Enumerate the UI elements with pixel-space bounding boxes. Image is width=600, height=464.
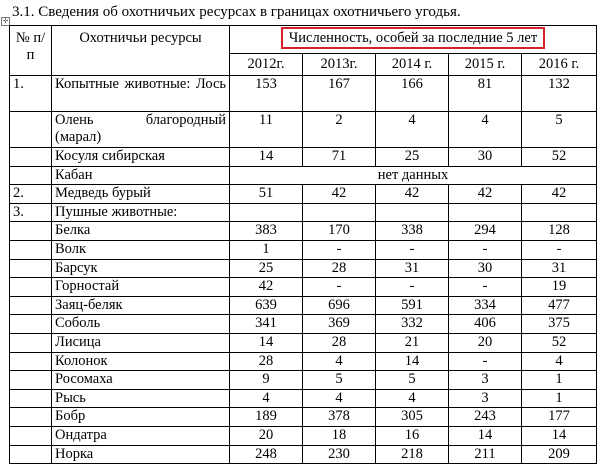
row-number — [10, 352, 52, 371]
population-value — [376, 203, 449, 222]
population-value: - — [522, 240, 597, 259]
population-value: 20 — [230, 426, 303, 445]
population-value: 128 — [522, 222, 597, 241]
population-value: 11 — [230, 112, 303, 148]
population-value: 369 — [303, 315, 376, 334]
row-number — [10, 278, 52, 297]
table-row — [10, 166, 597, 185]
population-value: 332 — [376, 315, 449, 334]
row-number: 1. — [10, 76, 52, 112]
table-row — [10, 408, 597, 427]
population-value: 132 — [522, 76, 597, 112]
population-value: 9 — [230, 371, 303, 390]
table-row — [10, 222, 597, 241]
population-value: 177 — [522, 408, 597, 427]
resource-name: Ондатра — [52, 426, 230, 445]
population-value: 4 — [230, 389, 303, 408]
population-value — [449, 203, 522, 222]
table-row — [10, 278, 597, 297]
resource-name: Бобр — [52, 408, 230, 427]
population-value: 25 — [376, 148, 449, 167]
table-row — [10, 371, 597, 390]
table-row — [10, 112, 597, 148]
population-value: 31 — [522, 259, 597, 278]
population-value: 30 — [449, 259, 522, 278]
row-number — [10, 148, 52, 167]
table-row — [10, 259, 597, 278]
population-value: 477 — [522, 296, 597, 315]
population-value: 305 — [376, 408, 449, 427]
population-value: 25 — [230, 259, 303, 278]
table-row — [10, 426, 597, 445]
population-value: 3 — [449, 371, 522, 390]
row-number — [10, 166, 52, 185]
population-value: 696 — [303, 296, 376, 315]
population-value: 30 — [449, 148, 522, 167]
population-value: 5 — [303, 371, 376, 390]
population-value — [230, 203, 303, 222]
header-year: 2016 г. — [522, 54, 597, 76]
population-value: 2 — [303, 112, 376, 148]
resource-name: Кабан — [52, 166, 230, 185]
row-number — [10, 426, 52, 445]
population-value: 4 — [303, 352, 376, 371]
population-value: 42 — [303, 185, 376, 204]
population-value: 4 — [522, 352, 597, 371]
population-value: 5 — [522, 112, 597, 148]
population-value: 52 — [522, 148, 597, 167]
resource-name: Белка — [52, 222, 230, 241]
population-value: 14 — [449, 426, 522, 445]
population-value: 42 — [522, 185, 597, 204]
population-value: - — [376, 278, 449, 297]
population-value: 81 — [449, 76, 522, 112]
population-value: 378 — [303, 408, 376, 427]
row-number: 2. — [10, 185, 52, 204]
header-year: 2013г. — [303, 54, 376, 76]
population-value: 14 — [376, 352, 449, 371]
resource-name: Лисица — [52, 333, 230, 352]
resource-name: Копытные животные: Лось — [52, 76, 230, 112]
population-value: - — [376, 240, 449, 259]
table-row — [10, 240, 597, 259]
header-population-group — [230, 26, 597, 54]
population-value: 209 — [522, 445, 597, 464]
population-value: 248 — [230, 445, 303, 464]
row-number — [10, 112, 52, 148]
population-value: 153 — [230, 76, 303, 112]
table-row — [10, 389, 597, 408]
population-value: 406 — [449, 315, 522, 334]
population-value: 211 — [449, 445, 522, 464]
population-value: 591 — [376, 296, 449, 315]
table-row — [10, 352, 597, 371]
population-value: 4 — [303, 389, 376, 408]
population-value: 18 — [303, 426, 376, 445]
row-number — [10, 296, 52, 315]
population-value: 3 — [449, 389, 522, 408]
population-value: 375 — [522, 315, 597, 334]
table-row — [10, 185, 597, 204]
population-value: 167 — [303, 76, 376, 112]
resource-name: Колонок — [52, 352, 230, 371]
row-number — [10, 389, 52, 408]
header-number: № п/п — [10, 26, 52, 76]
population-value: 16 — [376, 426, 449, 445]
population-value: 71 — [303, 148, 376, 167]
population-value: 189 — [230, 408, 303, 427]
population-value: 20 — [449, 333, 522, 352]
no-data-cell: нет данных — [230, 166, 597, 185]
population-value: 1 — [522, 389, 597, 408]
population-value: 1 — [522, 371, 597, 390]
resource-name: Пушные животные: — [52, 203, 230, 222]
population-value: 1 — [230, 240, 303, 259]
move-anchor-icon[interactable]: ✛ — [2, 17, 9, 25]
population-value: 14 — [230, 148, 303, 167]
resource-name: Соболь — [52, 315, 230, 334]
population-value: 4 — [449, 112, 522, 148]
header-year: 2015 г. — [449, 54, 522, 76]
table-caption: 3.1. Сведения об охотничьих ресурсах в границах охотничьего угодья. — [12, 4, 461, 20]
resource-name: Рысь — [52, 389, 230, 408]
population-value: 218 — [376, 445, 449, 464]
header-year: 2012г. — [230, 54, 303, 76]
population-value: 294 — [449, 222, 522, 241]
population-value: 42 — [376, 185, 449, 204]
population-value: 334 — [449, 296, 522, 315]
row-number — [10, 333, 52, 352]
population-value: 42 — [449, 185, 522, 204]
resource-name: Косуля сибирская — [52, 148, 230, 167]
population-value: 341 — [230, 315, 303, 334]
resource-name: Горностай — [52, 278, 230, 297]
row-number — [10, 240, 52, 259]
header-year: 2014 г. — [376, 54, 449, 76]
table-row — [10, 148, 597, 167]
row-number — [10, 408, 52, 427]
table-row — [10, 315, 597, 334]
table-row — [10, 296, 597, 315]
table-row — [10, 76, 597, 112]
population-value: 14 — [230, 333, 303, 352]
highlight-box: Численность, особей за последние 5 лет — [281, 27, 545, 49]
population-value: - — [449, 240, 522, 259]
row-number: 3. — [10, 203, 52, 222]
population-value: 243 — [449, 408, 522, 427]
resource-name: Олень благородный (марал) — [52, 112, 230, 148]
resource-name: Заяц-беляк — [52, 296, 230, 315]
population-value — [522, 203, 597, 222]
resource-name: Росомаха — [52, 371, 230, 390]
header-resource: Охотничьи ресурсы — [52, 26, 230, 76]
population-value: 5 — [376, 371, 449, 390]
table-row — [10, 203, 597, 222]
population-value: 52 — [522, 333, 597, 352]
population-value: 51 — [230, 185, 303, 204]
population-value: 170 — [303, 222, 376, 241]
population-value: - — [449, 278, 522, 297]
population-value: 166 — [376, 76, 449, 112]
population-value: 28 — [230, 352, 303, 371]
population-value: 42 — [230, 278, 303, 297]
population-value: 383 — [230, 222, 303, 241]
row-number — [10, 371, 52, 390]
resource-name: Норка — [52, 445, 230, 464]
population-value — [303, 203, 376, 222]
table-row — [10, 333, 597, 352]
population-value: 639 — [230, 296, 303, 315]
resource-name: Барсук — [52, 259, 230, 278]
population-value: 31 — [376, 259, 449, 278]
population-value: - — [303, 278, 376, 297]
population-value: 28 — [303, 259, 376, 278]
resource-name: Волк — [52, 240, 230, 259]
row-number — [10, 259, 52, 278]
resource-name: Медведь бурый — [52, 185, 230, 204]
hunting-resources-table — [9, 25, 597, 464]
population-value: 4 — [376, 389, 449, 408]
row-number — [10, 222, 52, 241]
population-value: 14 — [522, 426, 597, 445]
row-number — [10, 315, 52, 334]
population-value: 4 — [376, 112, 449, 148]
population-value: - — [449, 352, 522, 371]
population-value: 230 — [303, 445, 376, 464]
population-value: 338 — [376, 222, 449, 241]
population-value: 19 — [522, 278, 597, 297]
population-value: 28 — [303, 333, 376, 352]
population-value: 21 — [376, 333, 449, 352]
population-value: - — [303, 240, 376, 259]
